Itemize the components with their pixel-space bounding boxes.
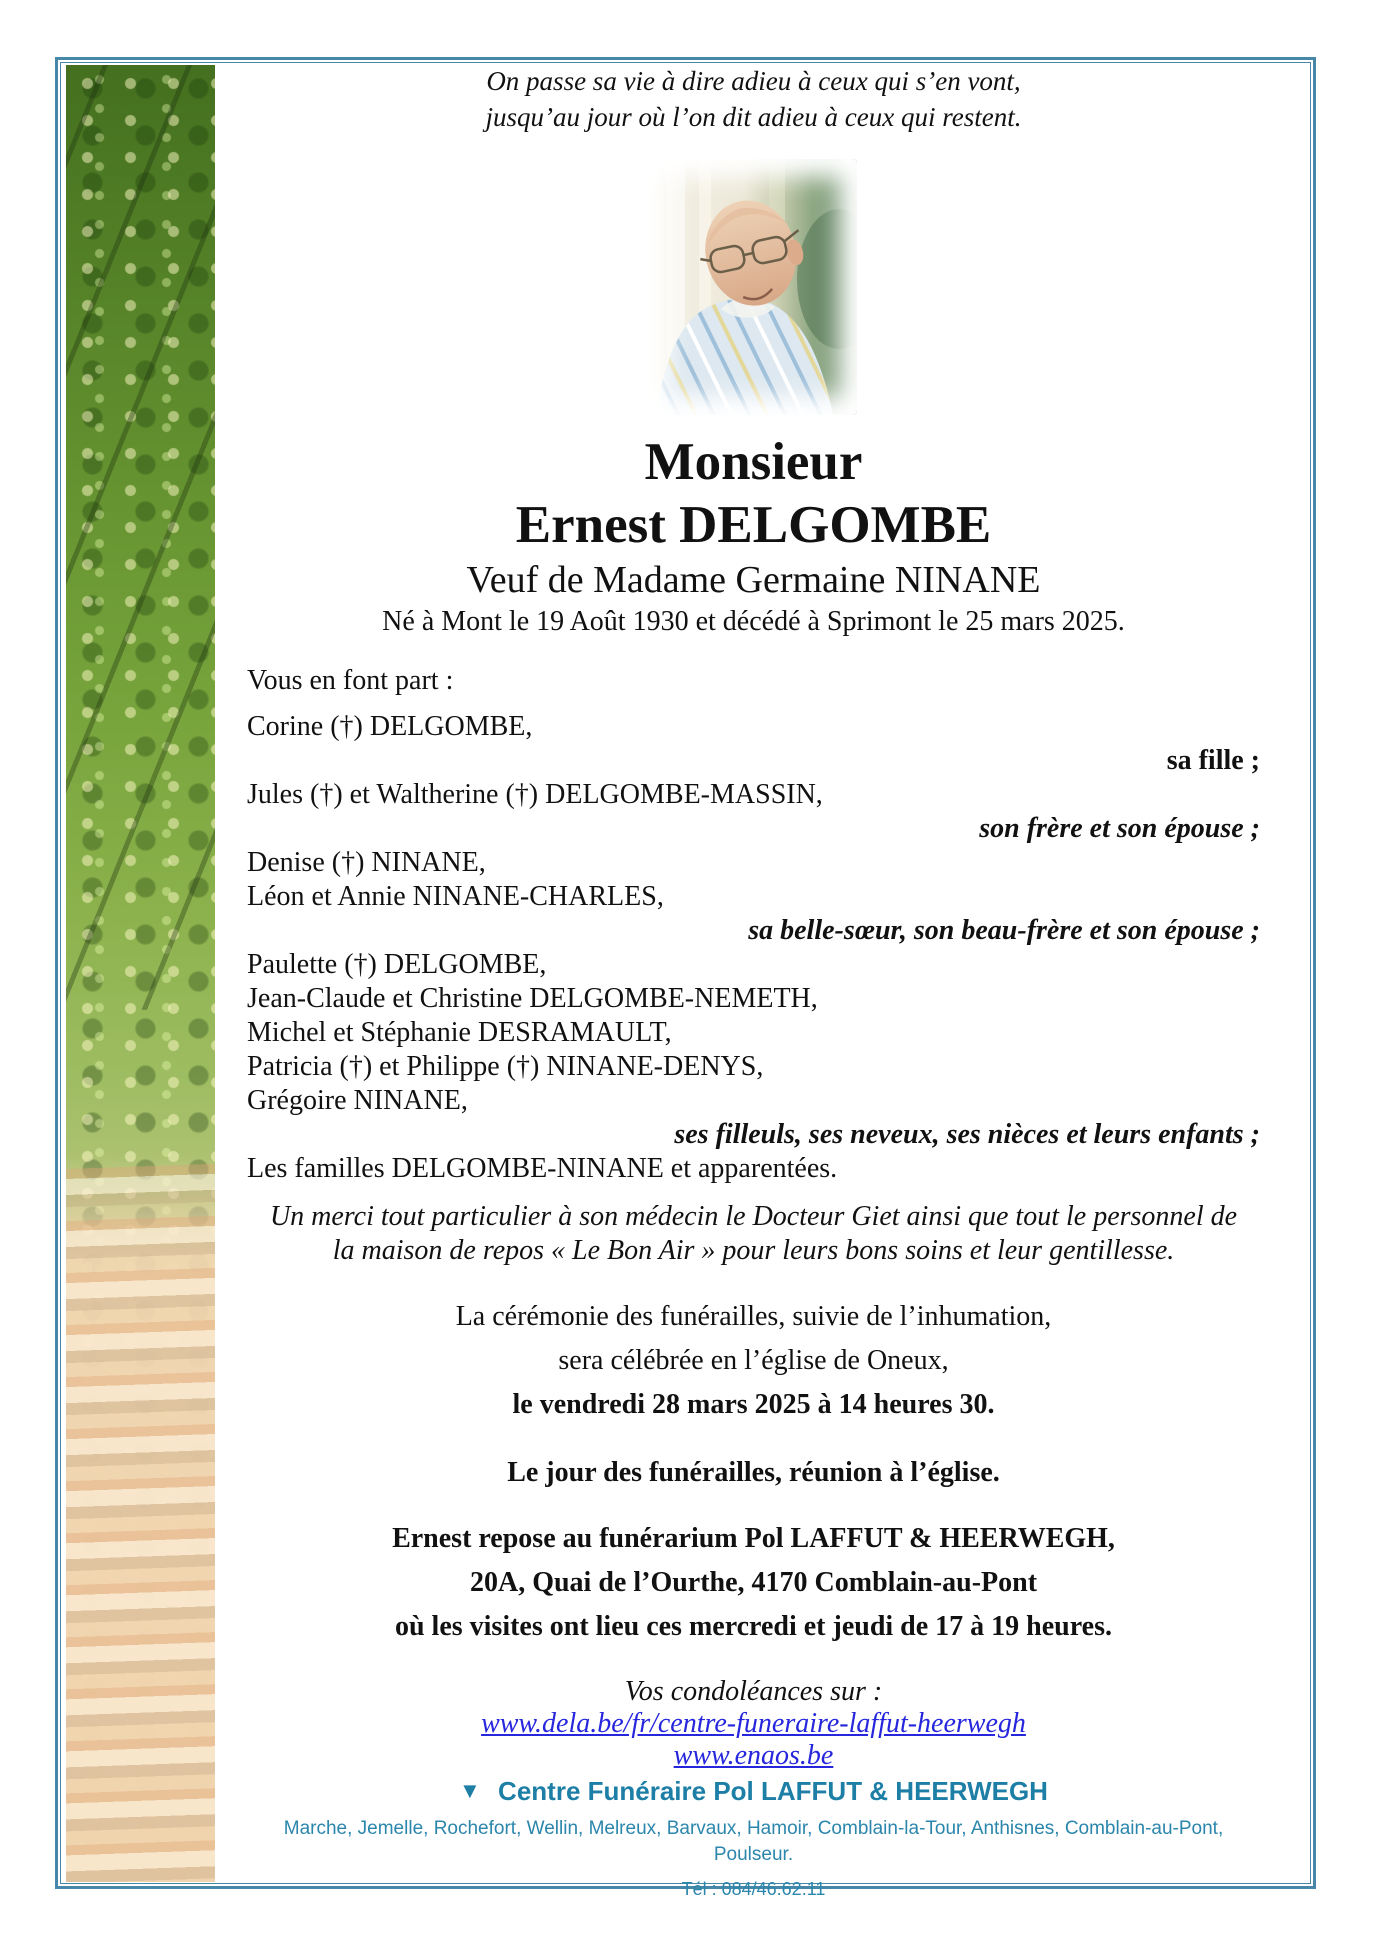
curtain-fold — [769, 159, 785, 289]
visits-line: où les visites ont lieu ces mercredi et jeudi de 17 à 19 heures. — [394, 1611, 1113, 1642]
smile — [742, 289, 773, 302]
reunion-line: Le jour des funérailles, réunion à l’église. — [507, 1457, 1000, 1488]
funeral-home-brand — [247, 1776, 1260, 1808]
family-names: Paulette (†) DELGOMBE, — [247, 949, 547, 980]
title-block — [247, 431, 1260, 640]
man-shirt — [657, 298, 833, 415]
ceremony-line-2: sera célébrée en l’église de Oneux, — [558, 1345, 949, 1376]
curtain-fold — [667, 159, 685, 369]
family-names: Denise (†) NINANE, — [247, 847, 486, 878]
family-names: Michel et Stéphanie DESRAMAULT, — [247, 1017, 672, 1048]
portrait-background — [651, 159, 857, 415]
ceremony-line-1: La cérémonie des funérailles, suivie de l’inhumation, — [455, 1301, 1052, 1332]
announcement-content — [247, 57, 1260, 1901]
nature-forest-strip-image — [66, 65, 215, 1882]
curtain-fold — [699, 159, 711, 339]
triangle-down-icon: ▼ — [459, 1778, 481, 1803]
family-names: Patricia (†) et Philippe (†) NINANE-DENYS, — [247, 1051, 764, 1082]
family-names: Grégoire NINANE, — [247, 1085, 468, 1116]
funeral-home-name: Centre Funéraire Pol LAFFUT & HEERWEGH — [498, 1776, 1048, 1806]
deceased-photo — [651, 159, 857, 415]
funeral-home-locations: Marche, Jemelle, Rochefort, Wellin, Melreux, Barvaux, Hamoir, Comblain-la-Tour, Anthisnes, Comblain-au-Pont, Poulseur. — [283, 1818, 1224, 1865]
family-names: Jules (†) et Waltherine (†) DELGOMBE-MASSIN, — [247, 779, 823, 810]
shirt-collar — [721, 298, 775, 317]
portrait-illustration — [651, 159, 857, 415]
family-relation: ses filleuls, ses neveux, ses nièces et leurs enfants ; — [674, 1119, 1260, 1150]
family-names: Les familles DELGOMBE-NINANE et apparentées. — [247, 1153, 838, 1184]
dela-link[interactable]: www.dela.be/fr/centre-funeraire-laffut-heerwegh — [481, 1708, 1026, 1739]
family-relation: son frère et son épouse ; — [979, 813, 1260, 844]
repose-line-1: Ernest repose au funérarium Pol LAFFUT & HEERWEGH, — [392, 1523, 1115, 1554]
family-names: Corine (†) DELGOMBE, — [247, 711, 533, 742]
condolences-link-1-line — [247, 1708, 1260, 1740]
condolences-label: Vos condoléances sur : — [624, 1676, 883, 1707]
glasses-icon — [698, 230, 803, 276]
family-relation: sa fille ; — [1166, 745, 1260, 776]
widower-line: Veuf de Madame Germaine NINANE — [466, 559, 1041, 601]
family-names: Léon et Annie NINANE-CHARLES, — [247, 881, 664, 912]
man-head — [694, 189, 813, 315]
birth-death-line: Né à Mont le 19 Août 1930 et décédé à Sprimont le 25 mars 2025. — [382, 606, 1125, 637]
opening-quote — [247, 63, 1260, 135]
repose-address-line: 20A, Quai de l’Ourthe, 4170 Comblain-au-Pont — [469, 1567, 1038, 1598]
condolences-link-2-line — [247, 1740, 1260, 1772]
ceremony-date-line: le vendredi 28 mars 2025 à 14 heures 30. — [512, 1389, 995, 1420]
background-plant — [797, 209, 857, 349]
enaos-link[interactable]: www.enaos.be — [673, 1740, 834, 1771]
funeral-home-phone: Tél : 084/46.62.11 — [681, 1879, 826, 1899]
family-list — [247, 710, 1260, 1186]
quote-line-2: jusqu’au jour où l’on dit adieu à ceux qui restent. — [485, 102, 1022, 132]
deceased-title: Monsieur — [644, 433, 863, 491]
deceased-name: Ernest DELGOMBE — [515, 496, 992, 554]
shirt-stripes — [651, 249, 857, 415]
family-names: Jean-Claude et Christine DELGOMBE-NEMETH, — [247, 983, 818, 1014]
announcement-intro: Vous en font part : — [247, 665, 454, 696]
family-relation: sa belle-sœur, son beau-frère et son épouse ; — [748, 915, 1260, 946]
thanks-paragraph: Un merci tout particulier à son médecin le Docteur Giet ainsi que tout le personnel de la maison de repos « Le Bon Air » pour leurs bons soins et leur gentillesse. — [269, 1201, 1238, 1266]
quote-line-1: On passe sa vie à dire adieu à ceux qui s’en vont, — [486, 66, 1021, 96]
